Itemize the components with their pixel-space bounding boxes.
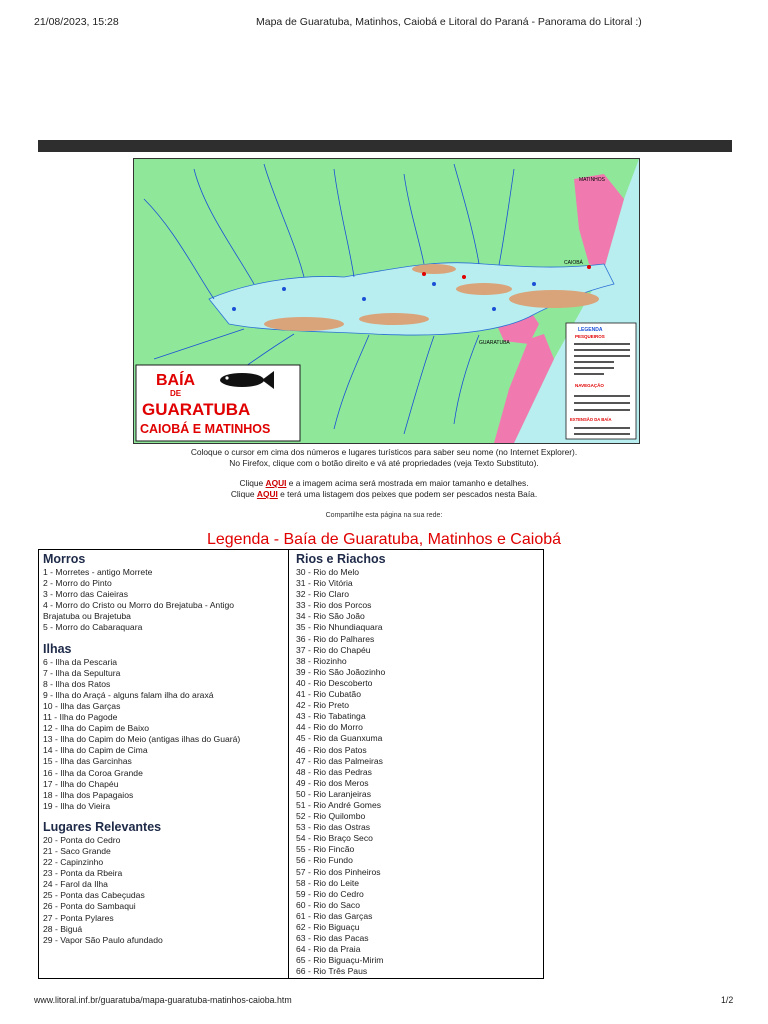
logo-baia: BAÍA [156, 372, 196, 389]
legend-item: 23 - Ponta da Rbeira [43, 868, 123, 879]
legend-item: Brajatuba ou Brajetuba [43, 611, 131, 622]
legend-item: 56 - Rio Fundo [296, 855, 353, 866]
intro-line-4 [0, 489, 768, 500]
intro-line-1: Coloque o cursor em cima dos números e lugares turísticos para saber seu nome (no Internet Explorer). [190, 447, 578, 457]
legend-item: 33 - Rio dos Porcos [296, 600, 372, 611]
legend-item: 24 - Farol da Ilha [43, 879, 108, 890]
legend-item: 60 - Rio do Saco [296, 899, 361, 910]
legend-item: 5 - Morro do Cabaraquara [43, 622, 143, 633]
lugares-heading: Lugares Relevantes [43, 819, 162, 834]
legend-item: 43 - Rio Tabatinga [296, 711, 366, 722]
fish-list-link[interactable]: AQUI [256, 489, 278, 499]
legend-item: 29 - Vapor São Paulo afundado [43, 934, 163, 945]
legend-item: 62 - Rio Biguaçu [296, 922, 360, 932]
map-svg[interactable] [134, 159, 639, 443]
legend-item: 15 - Ilha das Garcinhas [43, 756, 132, 767]
legend-item: 10 - Ilha das Garças [43, 700, 121, 711]
legend-item: 64 - Rio da Praia [296, 944, 361, 955]
legend-item: 40 - Rio Descoberto [296, 677, 373, 688]
page-number: 1/2 [721, 995, 734, 1005]
legend-item: 36 - Rio do Palhares [296, 633, 375, 644]
lugares-list [43, 835, 288, 946]
share-text: Compartilhe esta página na sua rede: [325, 512, 443, 519]
legend-item: 50 - Rio Laranjeiras [296, 788, 371, 799]
legend-item: 19 - Ilha do Vieira [43, 800, 111, 811]
map-label-matinhos: MATINHOS [579, 177, 606, 183]
legend-item: 35 - Rio Nhundiaquara [296, 622, 383, 633]
logo-de: DE [170, 389, 182, 398]
map-legend-navegacao: NAVEGAÇÃO [575, 383, 604, 388]
legend-item: 21 - Saco Grande [43, 845, 111, 856]
legend-item: 4 - Morro do Cristo ou Morro do Brejatuba - Antigo [43, 600, 235, 611]
legend-item: 48 - Rio das Pedras [296, 766, 372, 777]
legend-item: 47 - Rio das Palmeiras [296, 755, 383, 766]
legend-item: 51 - Rio André Gomes [296, 799, 382, 810]
map-label-guaratuba: GUARATUBA [479, 340, 510, 346]
legend-item: 14 - Ilha do Capim de Cima [43, 745, 148, 756]
legend-item: 45 - Rio da Guanxuma [296, 733, 383, 744]
map-legend-title: LEGENDA [578, 327, 603, 333]
legend-item: 46 - Rio dos Patos [296, 744, 367, 755]
rios-heading: Rios e Riachos [296, 552, 386, 566]
intro-line-4-post: e terá uma listagem dos peixes que podem ser pescados nesta Baía. [277, 489, 538, 499]
map-island [359, 313, 429, 325]
morros-heading: Morros [43, 552, 86, 566]
legend-item: 26 - Ponta do Sambaqui [43, 901, 136, 912]
legend-item: 38 - Riozinho [296, 655, 347, 666]
map-legend-extensao: EXTENSÃO DA BAÍA [570, 417, 612, 422]
map-island [456, 283, 512, 295]
legend-item: 3 - Morro das Caieiras [43, 589, 129, 600]
legend-item: 53 - Rio das Ostras [296, 822, 371, 833]
legend-item: 6 - Ilha da Pescaria [43, 656, 118, 667]
legend-item: 66 - Rio Três Paus [296, 966, 368, 977]
legend-title: Legenda - Baía de Guaratuba, Matinhos e Caiobá [206, 531, 562, 548]
print-title: Mapa de Guaratuba, Matinhos, Caiobá e Litoral do Paraná - Panorama do Litoral :) [256, 16, 642, 28]
legend-item: 58 - Rio do Leite [296, 877, 360, 888]
legend-item: 34 - Rio São João [296, 611, 365, 622]
legend-item: 27 - Ponta Pylares [43, 912, 114, 923]
ilhas-heading: Ilhas [43, 641, 72, 656]
legend-item: 41 - Rio Cubatão [296, 689, 361, 700]
legend-item: 32 - Rio Claro [296, 589, 350, 600]
map-enlarge-link[interactable]: AQUI [265, 478, 287, 488]
legend-item: 31 - Rio Vitória [296, 578, 353, 589]
legend-item: 37 - Rio do Chapéu [296, 644, 371, 655]
legend-item: 20 - Ponta do Cedro [43, 834, 121, 845]
legend-item: 8 - Ilha dos Ratos [43, 678, 111, 689]
footer-url: www.litoral.inf.br/guaratuba/mapa-guaratuba-matinhos-caioba.htm [34, 995, 292, 1005]
intro-line-3 [0, 478, 768, 489]
ilhas-list [43, 657, 288, 812]
morros-list [43, 567, 288, 634]
legend-item: 7 - Ilha da Sepultura [43, 667, 121, 678]
legend-item: 59 - Rio do Cedro [296, 888, 364, 899]
legend-item: 49 - Rio dos Meros [296, 777, 369, 788]
legend-item: 2 - Morro do Pinto [43, 578, 112, 589]
legend-item: 17 - Ilha do Chapéu [43, 778, 119, 789]
header-bar [38, 140, 732, 152]
legend-item: 39 - Rio São Joãozinho [296, 666, 386, 677]
legend-item: 28 - Biguá [43, 923, 83, 934]
print-date: 21/08/2023, 15:28 [34, 16, 119, 28]
legend-item: 1 - Morretes - antigo Morrete [43, 567, 153, 577]
legend-right-column [290, 550, 542, 978]
intro-line-4-pre: Clique [230, 489, 257, 499]
map-island [509, 290, 599, 308]
legend-item: 16 - Ilha da Coroa Grande [43, 767, 143, 778]
map-island [412, 264, 456, 274]
guaratuba-bay-map[interactable] [133, 158, 640, 444]
legend-item: 42 - Rio Preto [296, 700, 350, 711]
legend-item: 61 - Rio das Garças [296, 910, 373, 921]
legend-item: 52 - Rio Quilombo [296, 811, 366, 822]
legend-left-column [39, 550, 289, 978]
legend-item: 57 - Rio dos Pinheiros [296, 866, 381, 877]
legend-item: 25 - Ponta das Cabeçudas [43, 890, 145, 901]
map-island [264, 317, 344, 331]
intro-line-3-post: e a imagem acima será mostrada em maior tamanho e detalhes. [286, 478, 529, 488]
map-label-caioba: CAIOBÁ [564, 260, 583, 266]
legend-item: 54 - Rio Braço Seco [296, 833, 373, 844]
legend-item: 44 - Rio do Morro [296, 722, 363, 733]
legend-table [38, 549, 544, 979]
rios-list [296, 567, 542, 977]
intro-line-2: No Firefox, clique com o botão direito e vá até propriedades (veja Texto Substituto). [229, 458, 539, 468]
legend-item: 22 - Capinzinho [43, 857, 104, 868]
legend-item: 65 - Rio Biguaçu-Mirim [296, 955, 384, 966]
legend-item: 55 - Rio Fincão [296, 844, 355, 855]
legend-item: 63 - Rio das Pacas [296, 933, 369, 944]
intro-line-3-pre: Clique [239, 478, 266, 488]
legend-item: 9 - Ilha do Araçá - alguns falam ilha do araxá [43, 689, 214, 700]
legend-item: 13 - Ilha do Capim do Meio (antigas ilhas do Guará) [43, 734, 241, 745]
logo-caioba-matinhos: CAIOBÁ E MATINHOS [140, 422, 271, 436]
legend-item: 12 - Ilha do Capim de Baixo [43, 723, 150, 734]
map-legend-pesqueiros: PESQUEIROS [575, 334, 605, 339]
legend-item: 18 - Ilha dos Papagaios [43, 789, 134, 800]
logo-guaratuba: GUARATUBA [142, 400, 251, 419]
legend-item: 11 - Ilha do Pagode [43, 712, 118, 723]
legend-item: 30 - Rio do Melo [296, 567, 360, 577]
